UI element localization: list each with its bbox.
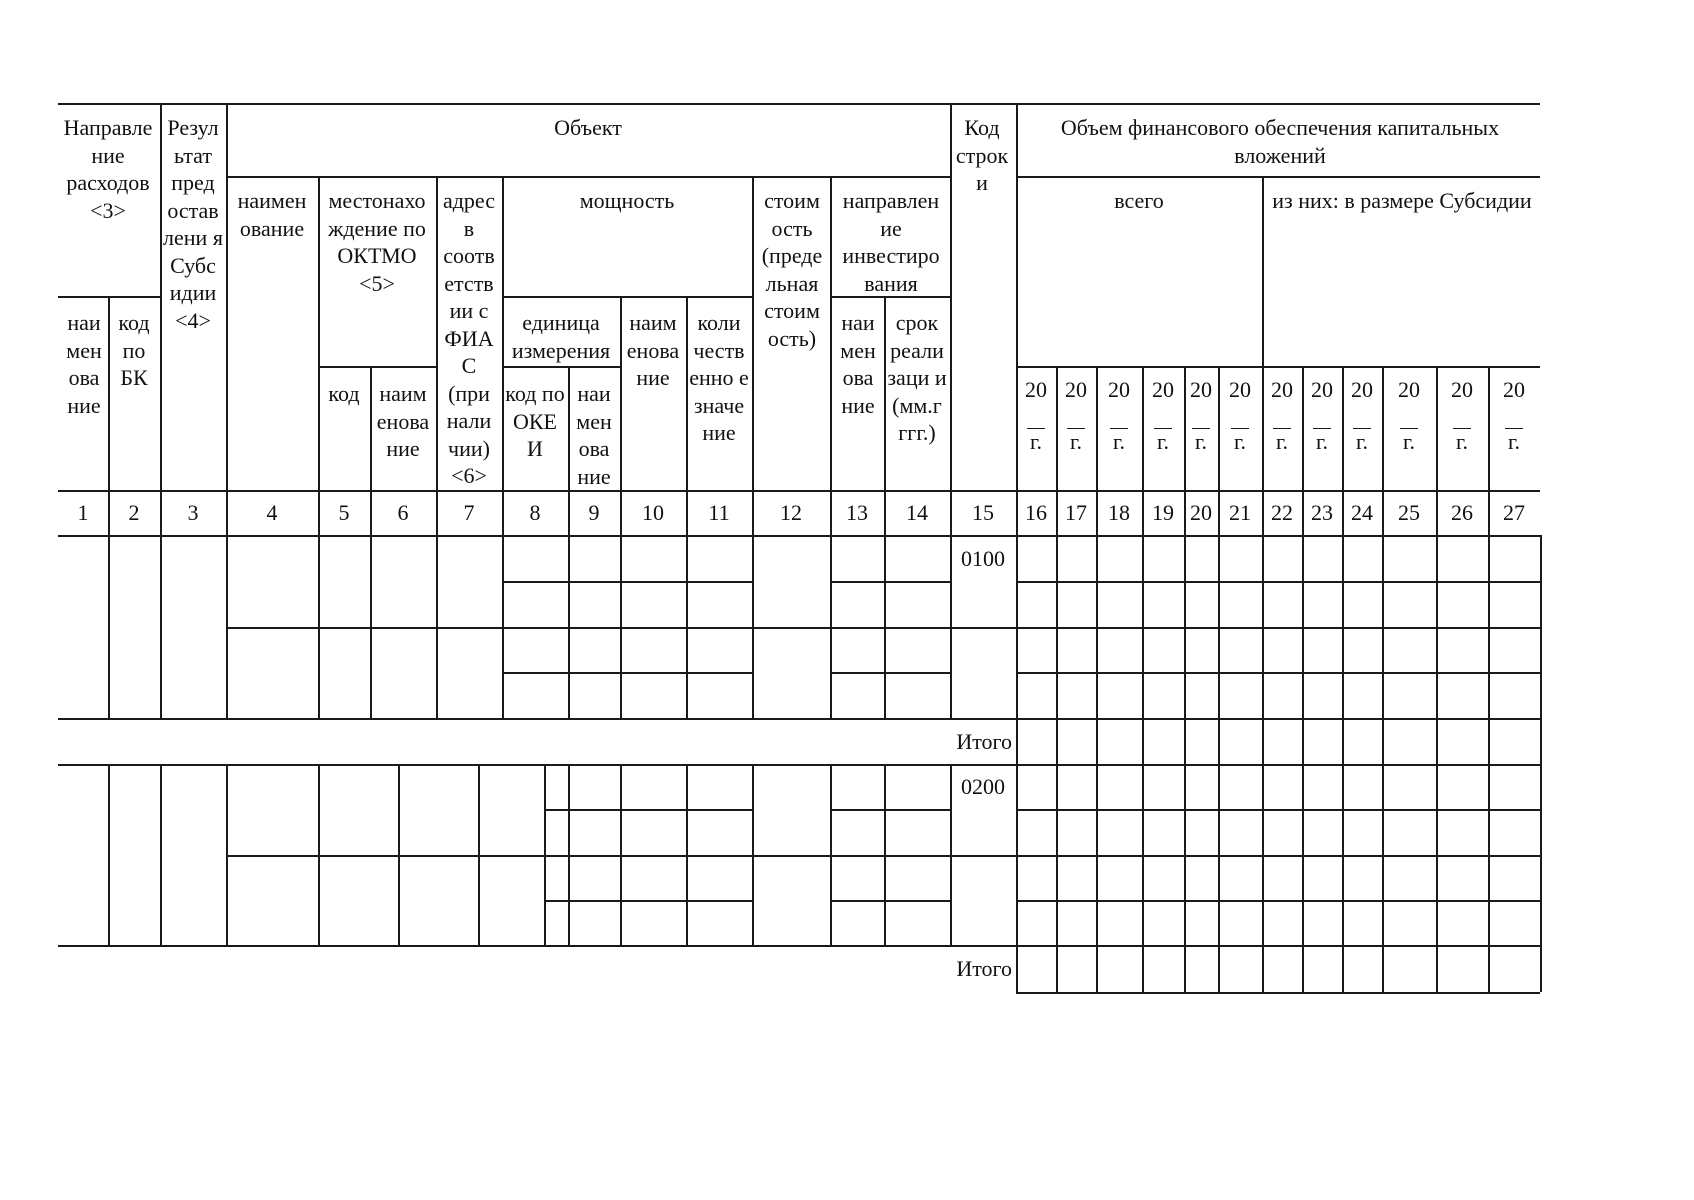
year-prefix: 20 <box>1271 377 1293 402</box>
grid-vline <box>1218 490 1220 535</box>
year-prefix: 20 <box>1398 377 1420 402</box>
column-number-19: 19 <box>1152 500 1174 525</box>
column-number-9: 9 <box>588 500 600 525</box>
grid-vline <box>226 103 228 490</box>
year-header-col-19 <box>1142 378 1184 455</box>
amount-grid-hline <box>1016 764 1540 766</box>
year-header-col-24 <box>1342 378 1382 455</box>
year-suffix: г. <box>1355 429 1369 454</box>
column-number-15: 15 <box>972 500 994 525</box>
grid-vline <box>108 535 110 718</box>
grid-vline <box>830 490 832 535</box>
grid-hline <box>830 900 950 902</box>
amount-grid-vline <box>1218 535 1220 992</box>
amount-grid-hline <box>1016 900 1540 902</box>
column-number-17: 17 <box>1065 500 1087 525</box>
grid-vline <box>370 366 372 490</box>
grid-vline <box>370 490 372 535</box>
year-header-col-16 <box>1016 378 1056 455</box>
column-number-11: 11 <box>708 500 730 525</box>
grid-vline <box>568 366 570 490</box>
header-investment: направлен ие инвестиро вания <box>842 188 940 296</box>
column-number-4: 4 <box>266 500 278 525</box>
grid-vline <box>1142 366 1144 490</box>
year-suffix: г. <box>1233 429 1247 454</box>
year-prefix: 20 <box>1065 377 1087 402</box>
grid-vline <box>108 296 110 490</box>
year-blank <box>1192 402 1210 429</box>
grid-vline <box>686 490 688 535</box>
year-prefix: 20 <box>1503 377 1525 402</box>
grid-vline <box>1218 366 1220 490</box>
header-capacity: мощность <box>579 188 675 213</box>
year-suffix: г. <box>1507 429 1521 454</box>
year-blank <box>1505 402 1523 429</box>
amount-grid-hline <box>1016 581 1540 583</box>
grid-hline <box>830 581 950 583</box>
amount-grid-hline <box>1016 992 1540 994</box>
column-number-24: 24 <box>1351 500 1373 525</box>
subtotal-label-1: Итого <box>956 729 1012 754</box>
amount-grid-hline <box>1016 672 1540 674</box>
year-header-col-17 <box>1056 378 1096 455</box>
grid-vline <box>950 103 952 490</box>
grid-vline <box>318 490 320 535</box>
header-of-them: из них: в размере Субсидии <box>1272 188 1532 213</box>
year-blank <box>1400 402 1418 429</box>
grid-hline <box>950 855 1016 857</box>
grid-hline <box>1016 176 1540 178</box>
grid-hline <box>226 176 950 178</box>
column-number-20: 20 <box>1190 500 1212 525</box>
amount-grid-hline <box>1016 535 1540 537</box>
grid-hline <box>226 855 950 857</box>
year-suffix: г. <box>1069 429 1083 454</box>
header-unit: единица измерения <box>511 310 611 363</box>
year-blank <box>1353 402 1371 429</box>
amount-grid-vline <box>1142 535 1144 992</box>
grid-vline <box>318 176 320 490</box>
header-object-address: адрес в соотв етств ии с ФИА С (при нали чии) <6> <box>442 188 496 488</box>
column-number-3: 3 <box>187 500 199 525</box>
year-prefix: 20 <box>1108 377 1130 402</box>
year-blank <box>1273 402 1291 429</box>
grid-vline <box>1382 366 1384 490</box>
grid-hline <box>502 296 752 298</box>
grid-vline <box>1262 490 1264 535</box>
grid-vline <box>1436 490 1438 535</box>
grid-vline <box>1096 490 1098 535</box>
amount-grid-vline <box>1382 535 1384 992</box>
column-number-26: 26 <box>1451 500 1473 525</box>
grid-vline <box>1342 366 1344 490</box>
year-header-col-20 <box>1184 378 1218 455</box>
column-number-5: 5 <box>338 500 350 525</box>
grid-vline <box>752 490 754 535</box>
grid-vline <box>620 490 622 535</box>
grid-vline <box>226 490 228 535</box>
grid-vline <box>502 176 504 490</box>
header-top-line <box>58 103 1540 105</box>
grid-vline <box>1056 490 1058 535</box>
column-number-8: 8 <box>529 500 541 525</box>
grid-vline <box>1302 490 1304 535</box>
amount-grid-vline <box>1436 535 1438 992</box>
amount-grid-hline <box>1016 718 1540 720</box>
grid-vline <box>884 296 886 490</box>
block1-bottom-line <box>58 718 1016 720</box>
amount-grid-vline <box>1540 535 1542 992</box>
column-number-2: 2 <box>128 500 140 525</box>
column-number-18: 18 <box>1108 500 1130 525</box>
grid-vline <box>436 490 438 535</box>
amount-grid-vline <box>1262 535 1264 992</box>
grid-hline <box>226 627 950 629</box>
column-number-14: 14 <box>906 500 928 525</box>
grid-vline <box>108 764 110 945</box>
year-suffix: г. <box>1402 429 1416 454</box>
grid-vline <box>1184 366 1186 490</box>
grid-hline <box>950 627 1016 629</box>
amount-grid-hline <box>1016 855 1540 857</box>
amount-grid-hline <box>1016 627 1540 629</box>
column-number-16: 16 <box>1025 500 1047 525</box>
year-prefix: 20 <box>1152 377 1174 402</box>
year-header-col-25 <box>1382 378 1436 455</box>
grid-vline <box>1184 490 1186 535</box>
header-direction-code: код по БК <box>118 310 150 390</box>
year-blank <box>1027 402 1045 429</box>
header-location-name: наим енова ние <box>376 381 430 461</box>
year-blank <box>1067 402 1085 429</box>
header-funding-volume: Объем финансового обеспечения капитальных вложений <box>1060 115 1500 168</box>
year-blank <box>1110 402 1128 429</box>
amount-grid-hline <box>1016 809 1540 811</box>
grid-vline <box>160 103 162 490</box>
grid-vline <box>830 176 832 490</box>
grid-vline <box>620 296 622 490</box>
year-blank <box>1154 402 1172 429</box>
grid-hline <box>502 581 752 583</box>
header-bottom-line <box>58 490 1540 492</box>
column-number-27: 27 <box>1503 500 1525 525</box>
header-line-code: Код строк и <box>955 115 1009 195</box>
column-number-10: 10 <box>642 500 664 525</box>
year-header-col-18 <box>1096 378 1142 455</box>
amount-grid-vline <box>1096 535 1098 992</box>
column-number-1: 1 <box>77 500 89 525</box>
grid-vline <box>1142 490 1144 535</box>
column-number-6: 6 <box>397 500 409 525</box>
grid-hline <box>502 366 620 368</box>
header-total: всего <box>1114 188 1164 213</box>
header-result: Резул ьтат пред остав лени я Субс идии <4> <box>163 115 223 333</box>
header-object: Объект <box>554 115 622 140</box>
year-suffix: г. <box>1194 429 1208 454</box>
row-code-0200: 0200 <box>961 774 1005 799</box>
grid-vline <box>1016 490 1018 535</box>
header-investment-name: наи мен ова ние <box>840 310 876 418</box>
amount-grid-vline <box>1184 535 1186 992</box>
grid-vline <box>1096 366 1098 490</box>
grid-vline <box>160 764 162 945</box>
header-direction-name: наи мен ова ние <box>66 310 102 418</box>
year-header-col-22 <box>1262 378 1302 455</box>
grid-hline <box>318 366 436 368</box>
grid-hline <box>1016 366 1540 368</box>
header-cost: стоим ость (преде льная стоим ость) <box>761 188 823 351</box>
subtotal-label-2: Итого <box>956 956 1012 981</box>
grid-vline <box>752 176 754 490</box>
amount-grid-vline <box>1488 535 1490 992</box>
amount-grid-vline <box>1342 535 1344 992</box>
year-header-col-23 <box>1302 378 1342 455</box>
column-number-13: 13 <box>846 500 868 525</box>
header-capacity-name: наим енова ние <box>626 310 680 390</box>
year-suffix: г. <box>1156 429 1170 454</box>
grid-hline <box>830 296 950 298</box>
header-object-name: наимен ование <box>237 188 307 241</box>
year-blank <box>1313 402 1331 429</box>
grid-vline <box>686 296 688 490</box>
amount-grid-vline <box>1302 535 1304 992</box>
grid-vline <box>1488 366 1490 490</box>
header-investment-term: срок реали заци и (мм.г ггг.) <box>887 310 947 445</box>
year-prefix: 20 <box>1451 377 1473 402</box>
grid-vline <box>1488 490 1490 535</box>
grid-vline <box>1382 490 1384 535</box>
block2-bottom-line <box>58 945 1016 947</box>
header-unit-code: код по ОКЕ И <box>505 381 565 461</box>
column-number-25: 25 <box>1398 500 1420 525</box>
grid-vline <box>1302 366 1304 490</box>
grid-vline <box>160 535 162 718</box>
row-code-0100: 0100 <box>961 546 1005 571</box>
grid-vline <box>950 490 952 535</box>
grid-hline <box>502 672 752 674</box>
header-direction: Направле ние расходов <3> <box>63 115 153 223</box>
grid-vline <box>1342 490 1344 535</box>
header-capacity-quantity: коли честв енно е значе ние <box>689 310 749 445</box>
grid-vline <box>1436 366 1438 490</box>
year-suffix: г. <box>1315 429 1329 454</box>
grid-hline <box>830 672 950 674</box>
column-number-12: 12 <box>780 500 802 525</box>
header-object-location: местонахо ждение по ОКТМО <5> <box>328 188 426 296</box>
header-unit-name: наи мен ова ние <box>576 381 612 489</box>
column-number-21: 21 <box>1229 500 1251 525</box>
grid-hline <box>830 809 950 811</box>
amount-grid-vline <box>1016 535 1018 992</box>
grid-vline <box>436 176 438 490</box>
year-blank <box>1231 402 1249 429</box>
grid-vline <box>568 490 570 535</box>
year-suffix: г. <box>1112 429 1126 454</box>
column-number-22: 22 <box>1271 500 1293 525</box>
year-suffix: г. <box>1275 429 1289 454</box>
grid-hline <box>544 809 752 811</box>
grid-vline <box>1016 103 1018 490</box>
amount-grid-hline <box>1016 945 1540 947</box>
year-blank <box>1453 402 1471 429</box>
year-prefix: 20 <box>1311 377 1333 402</box>
year-prefix: 20 <box>1190 377 1212 402</box>
header-location-code: код <box>328 381 360 406</box>
year-header-col-27 <box>1488 378 1540 455</box>
year-header-col-26 <box>1436 378 1488 455</box>
year-suffix: г. <box>1455 429 1469 454</box>
year-prefix: 20 <box>1025 377 1047 402</box>
year-suffix: г. <box>1029 429 1043 454</box>
grid-vline <box>1056 366 1058 490</box>
grid-vline <box>108 490 110 535</box>
grid-vline <box>502 490 504 535</box>
year-prefix: 20 <box>1229 377 1251 402</box>
year-prefix: 20 <box>1351 377 1373 402</box>
grid-hline <box>544 900 752 902</box>
grid-vline <box>1262 176 1264 490</box>
year-header-col-21 <box>1218 378 1262 455</box>
block2-top-line <box>58 764 1016 766</box>
column-number-23: 23 <box>1311 500 1333 525</box>
grid-vline <box>884 490 886 535</box>
amount-grid-vline <box>1056 535 1058 992</box>
column-number-7: 7 <box>463 500 475 525</box>
grid-vline <box>160 490 162 535</box>
